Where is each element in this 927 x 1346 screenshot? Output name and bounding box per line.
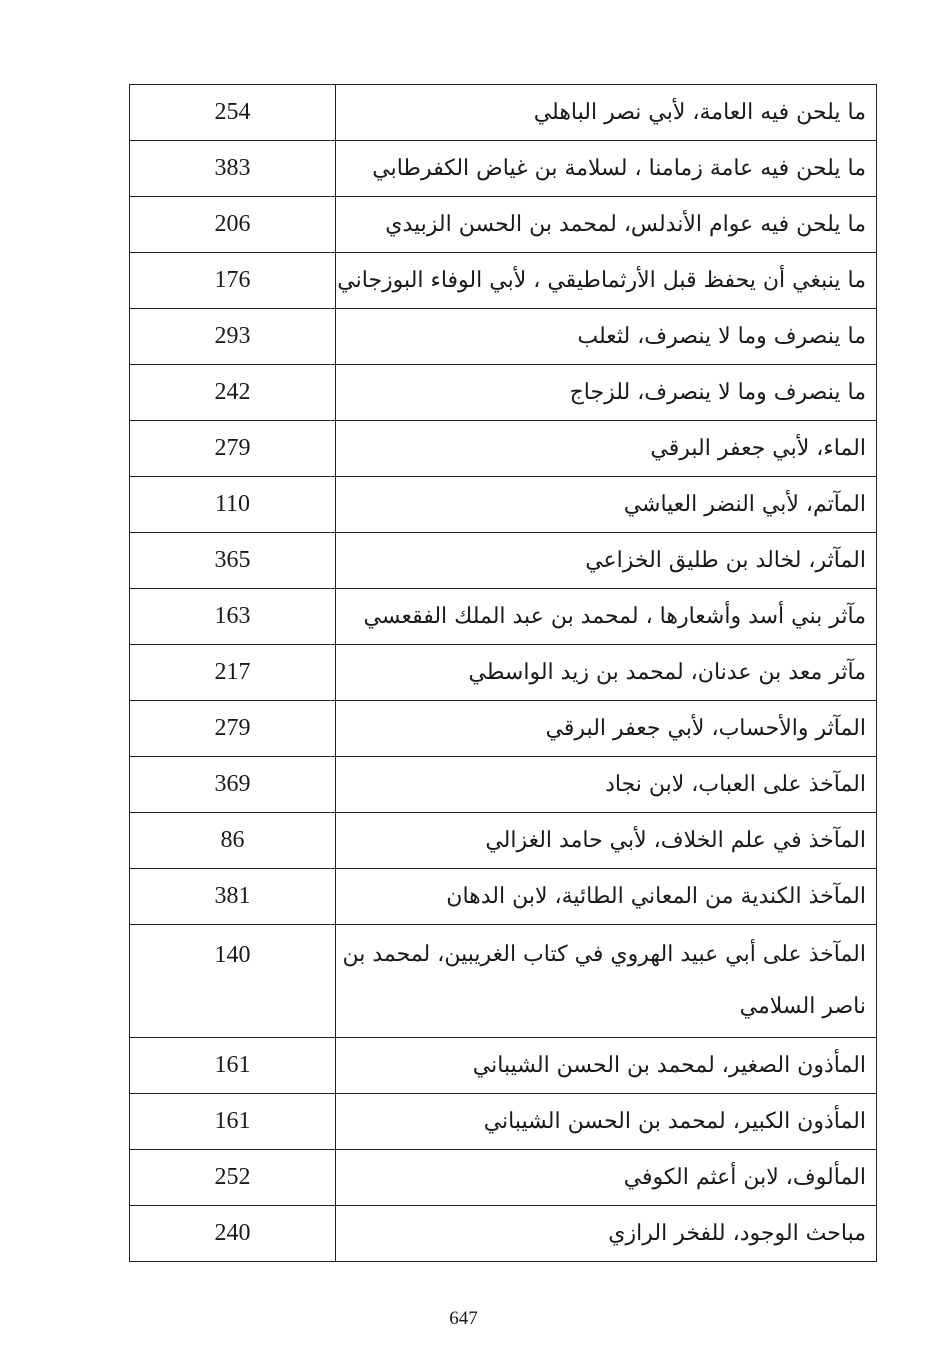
- table-row: [130, 533, 877, 589]
- book-title: مآثر بني أسد وأشعارها ، لمحمد بن عبد الملك الفقعسي: [336, 589, 877, 645]
- table-row: [130, 645, 877, 701]
- table-row: [130, 1150, 877, 1206]
- book-title: ما يلحن فيه العامة، لأبي نصر الباهلي: [336, 85, 877, 141]
- book-title: ما ينبغي أن يحفظ قبل الأرثماطيقي ، لأبي الوفاء البوزجاني: [336, 253, 877, 309]
- book-title: المآخذ في علم الخلاف، لأبي حامد الغزالي: [336, 813, 877, 869]
- page-ref: 279: [130, 701, 336, 757]
- page-ref: 110: [130, 477, 336, 533]
- table-row: [130, 141, 877, 197]
- page-ref: 86: [130, 813, 336, 869]
- table-row: [130, 421, 877, 477]
- page-ref: 383: [130, 141, 336, 197]
- book-title: المآثر، لخالد بن طليق الخزاعي: [336, 533, 877, 589]
- page-ref: 254: [130, 85, 336, 141]
- table-row: [130, 869, 877, 925]
- table-row: [130, 477, 877, 533]
- book-title: ما يلحن فيه عوام الأندلس، لمحمد بن الحسن الزبيدي: [336, 197, 877, 253]
- book-title: ما ينصرف وما لا ينصرف، للزجاج: [336, 365, 877, 421]
- page-ref: 161: [130, 1094, 336, 1150]
- page-ref: 176: [130, 253, 336, 309]
- book-title: المآخذ الكندية من المعاني الطائية، لابن الدهان: [336, 869, 877, 925]
- table-row: [130, 85, 877, 141]
- page-ref: 242: [130, 365, 336, 421]
- page-ref: 252: [130, 1150, 336, 1206]
- page-ref: 369: [130, 757, 336, 813]
- table-row: [130, 253, 877, 309]
- table-row: [130, 589, 877, 645]
- page-ref: 217: [130, 645, 336, 701]
- book-title: مآثر معد بن عدنان، لمحمد بن زيد الواسطي: [336, 645, 877, 701]
- table-row: [130, 701, 877, 757]
- book-title: ما ينصرف وما لا ينصرف، لثعلب: [336, 309, 877, 365]
- table-row: [130, 925, 877, 1038]
- book-title: المآتم، لأبي النضر العياشي: [336, 477, 877, 533]
- table-row: [130, 309, 877, 365]
- table-row: [130, 1094, 877, 1150]
- table-row: [130, 1038, 877, 1094]
- page-ref: 365: [130, 533, 336, 589]
- book-title: المألوف، لابن أعثم الكوفي: [336, 1150, 877, 1206]
- page-ref: 206: [130, 197, 336, 253]
- table-row: [130, 813, 877, 869]
- page-ref: 161: [130, 1038, 336, 1094]
- page-number: 647: [449, 1308, 478, 1329]
- index-table: [129, 84, 877, 1262]
- table-row: [130, 1206, 877, 1262]
- table-row: [130, 365, 877, 421]
- page-ref: 163: [130, 589, 336, 645]
- page-ref: 140: [130, 925, 336, 1038]
- book-title: المآثر والأحساب، لأبي جعفر البرقي: [336, 701, 877, 757]
- table-row: [130, 757, 877, 813]
- table-row: [130, 197, 877, 253]
- book-title: المآخذ على أبي عبيد الهروي في كتاب الغريبين، لمحمد بن ناصر السلامي: [336, 925, 877, 1038]
- book-title: المأذون الكبير، لمحمد بن الحسن الشيباني: [336, 1094, 877, 1150]
- page-ref: 293: [130, 309, 336, 365]
- page-ref: 240: [130, 1206, 336, 1262]
- book-title: مباحث الوجود، للفخر الرازي: [336, 1206, 877, 1262]
- book-title: الماء، لأبي جعفر البرقي: [336, 421, 877, 477]
- book-title: المآخذ على العباب، لابن نجاد: [336, 757, 877, 813]
- page-ref: 381: [130, 869, 336, 925]
- book-title: المأذون الصغير، لمحمد بن الحسن الشيباني: [336, 1038, 877, 1094]
- book-title: ما يلحن فيه عامة زمامنا ، لسلامة بن غياض الكفرطابي: [336, 141, 877, 197]
- page-ref: 279: [130, 421, 336, 477]
